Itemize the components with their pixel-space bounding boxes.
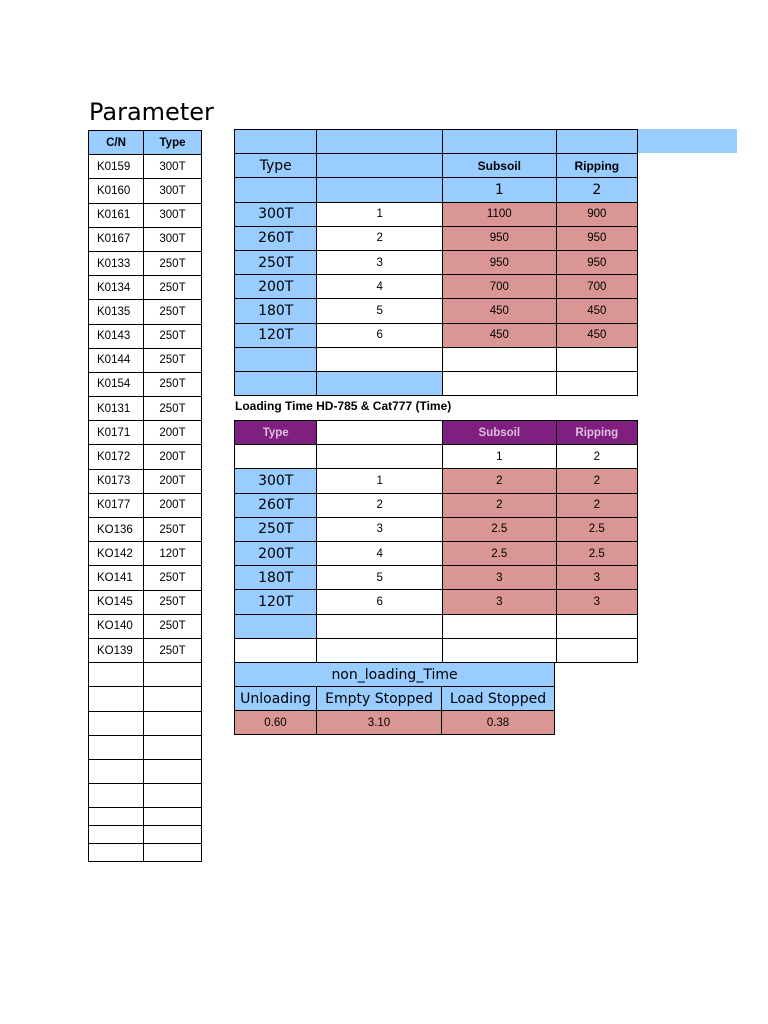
empty-cell[interactable] <box>317 614 443 638</box>
table-row <box>235 226 638 250</box>
empty-cell[interactable] <box>89 711 144 735</box>
ripping-cell[interactable]: 700 <box>556 275 637 299</box>
empty-cell[interactable] <box>89 826 144 844</box>
table-row <box>89 324 202 348</box>
cn-cell[interactable]: K0143 <box>89 324 144 348</box>
empty-row <box>89 735 202 759</box>
subsoil-cell[interactable]: 1100 <box>443 202 557 226</box>
cn-cell[interactable]: K0144 <box>89 348 144 372</box>
index-cell[interactable]: 3 <box>317 250 443 274</box>
empty-cell[interactable] <box>556 638 637 662</box>
table-row <box>89 542 202 566</box>
loading-time-table <box>234 420 638 663</box>
table-row <box>235 469 638 493</box>
cn-cell[interactable]: K0131 <box>89 397 144 421</box>
type-cell[interactable]: 200T <box>235 541 317 565</box>
type-cell[interactable]: 200T <box>144 469 202 493</box>
subsoil-number[interactable]: 1 <box>443 178 557 202</box>
table-row <box>89 179 202 203</box>
blank-cell[interactable] <box>556 130 637 154</box>
type-cell[interactable]: 300T <box>144 203 202 227</box>
column-number-row <box>235 178 638 202</box>
table-row <box>89 469 202 493</box>
blank-cell[interactable] <box>235 178 317 202</box>
empty-cell[interactable] <box>235 371 317 395</box>
blank-cell[interactable] <box>317 154 443 178</box>
blank-cell[interactable] <box>317 421 443 445</box>
type-cell[interactable]: 300T <box>144 155 202 179</box>
subsoil-cell[interactable]: 950 <box>443 250 557 274</box>
header-row <box>235 421 638 445</box>
page-title: Parameter <box>89 98 214 126</box>
blank-cell[interactable] <box>317 178 443 202</box>
table-row <box>89 421 202 445</box>
table-row <box>235 566 638 590</box>
table-row <box>89 227 202 251</box>
cn-cell[interactable]: K0171 <box>89 421 144 445</box>
empty-cell[interactable] <box>556 614 637 638</box>
type-cell[interactable]: 120T <box>144 542 202 566</box>
cn-cell[interactable]: K0177 <box>89 493 144 517</box>
empty-stopped-header[interactable]: Empty Stopped <box>317 687 442 711</box>
index-cell[interactable]: 4 <box>317 541 443 565</box>
ripping-number[interactable]: 2 <box>556 178 637 202</box>
empty-cell[interactable] <box>89 784 144 808</box>
subsoil-cell[interactable]: 2 <box>443 469 557 493</box>
empty-cell[interactable] <box>89 759 144 783</box>
ripping-cell[interactable]: 2.5 <box>556 541 637 565</box>
empty-cell[interactable] <box>144 784 202 808</box>
blank-cell[interactable] <box>317 130 443 154</box>
index-cell[interactable]: 5 <box>317 566 443 590</box>
type-cell[interactable]: 250T <box>144 590 202 614</box>
ripping-cell[interactable]: 2.5 <box>556 517 637 541</box>
unloading-header[interactable]: Unloading <box>235 687 317 711</box>
non-loading-time-table <box>234 662 555 735</box>
ripping-cell[interactable]: 3 <box>556 566 637 590</box>
index-cell[interactable]: 2 <box>317 226 443 250</box>
empty-row <box>235 347 638 371</box>
ripping-cell[interactable]: 2 <box>556 493 637 517</box>
ripping-header[interactable]: Ripping <box>556 154 637 178</box>
ripping-number[interactable]: 2 <box>556 445 637 469</box>
subsoil-cell[interactable]: 2 <box>443 493 557 517</box>
empty-row <box>89 808 202 826</box>
empty-row <box>89 711 202 735</box>
table-row <box>235 202 638 226</box>
empty-cell[interactable] <box>144 735 202 759</box>
header-row <box>235 154 638 178</box>
empty-cell[interactable] <box>89 844 144 862</box>
title-row <box>235 663 555 687</box>
subsoil-cell[interactable]: 2.5 <box>443 541 557 565</box>
cn-cell[interactable]: K0160 <box>89 179 144 203</box>
cn-cell[interactable]: K0172 <box>89 445 144 469</box>
table-row <box>235 541 638 565</box>
subsoil-cell[interactable]: 2.5 <box>443 517 557 541</box>
header-row <box>235 687 555 711</box>
index-cell[interactable]: 1 <box>317 469 443 493</box>
table-row <box>89 493 202 517</box>
cn-cell[interactable]: K0161 <box>89 203 144 227</box>
type-cell[interactable]: 250T <box>144 518 202 542</box>
subsoil-number[interactable]: 1 <box>443 445 557 469</box>
type-header[interactable]: Type <box>235 421 317 445</box>
table-row <box>89 276 202 300</box>
empty-cell[interactable] <box>144 759 202 783</box>
type-cell[interactable]: 250T <box>144 372 202 396</box>
type-cell[interactable]: 200T <box>144 421 202 445</box>
type-header[interactable]: Type <box>144 131 202 155</box>
type-cell[interactable]: 200T <box>144 445 202 469</box>
non-loading-time-title[interactable]: non_loading_Time <box>235 663 555 687</box>
table-row <box>89 203 202 227</box>
type-cell[interactable]: 250T <box>144 397 202 421</box>
type-header[interactable]: Type <box>235 154 317 178</box>
empty-row <box>235 371 638 395</box>
table-row <box>89 155 202 179</box>
empty-cell[interactable] <box>144 663 202 687</box>
blank-header-row <box>235 130 638 154</box>
table-row <box>89 638 202 662</box>
type-cell[interactable]: 180T <box>235 299 317 323</box>
cn-cell[interactable]: KO145 <box>89 590 144 614</box>
table-row <box>89 397 202 421</box>
cn-cell[interactable]: KO136 <box>89 518 144 542</box>
type-cell[interactable]: 180T <box>235 566 317 590</box>
empty-stopped-value[interactable]: 3.10 <box>317 711 442 735</box>
index-cell[interactable]: 6 <box>317 323 443 347</box>
cn-cell[interactable]: KO142 <box>89 542 144 566</box>
cn-cell[interactable]: KO140 <box>89 614 144 638</box>
type-cell[interactable]: 250T <box>144 638 202 662</box>
subsoil-header[interactable]: Subsoil <box>443 421 557 445</box>
table-row <box>89 518 202 542</box>
table-row <box>235 323 638 347</box>
ripping-cell[interactable]: 2 <box>556 469 637 493</box>
empty-cell[interactable] <box>317 638 443 662</box>
cn-cell[interactable]: K0159 <box>89 155 144 179</box>
empty-cell[interactable] <box>443 638 557 662</box>
empty-cell[interactable] <box>235 614 317 638</box>
cn-header-row <box>89 131 202 155</box>
ripping-header[interactable]: Ripping <box>556 421 637 445</box>
table-row <box>89 251 202 275</box>
type-cell[interactable]: 250T <box>144 348 202 372</box>
type-cell[interactable]: 250T <box>144 300 202 324</box>
type-cell[interactable]: 300T <box>235 202 317 226</box>
type-cell[interactable]: 200T <box>144 493 202 517</box>
type-cell[interactable]: 250T <box>235 517 317 541</box>
ripping-cell[interactable]: 450 <box>556 323 637 347</box>
table-row <box>235 250 638 274</box>
empty-row <box>89 759 202 783</box>
index-cell[interactable]: 5 <box>317 299 443 323</box>
subsoil-header[interactable]: Subsoil <box>443 154 557 178</box>
index-cell[interactable]: 6 <box>317 590 443 614</box>
index-cell[interactable]: 4 <box>317 275 443 299</box>
ripping-cell[interactable]: 900 <box>556 202 637 226</box>
type-cell[interactable]: 250T <box>144 614 202 638</box>
unloading-value[interactable]: 0.60 <box>235 711 317 735</box>
empty-row <box>235 614 638 638</box>
type-cell[interactable]: 300T <box>235 469 317 493</box>
blank-cell[interactable] <box>317 445 443 469</box>
cn-cell[interactable]: K0133 <box>89 251 144 275</box>
type-cell[interactable]: 120T <box>235 590 317 614</box>
empty-row <box>235 638 638 662</box>
empty-cell[interactable] <box>144 844 202 862</box>
empty-row <box>89 687 202 711</box>
cn-cell[interactable]: K0134 <box>89 276 144 300</box>
subsoil-cell[interactable]: 700 <box>443 275 557 299</box>
index-cell[interactable]: 1 <box>317 202 443 226</box>
load-stopped-header[interactable]: Load Stopped <box>442 687 555 711</box>
ripping-cell[interactable]: 450 <box>556 299 637 323</box>
empty-cell[interactable] <box>144 687 202 711</box>
empty-cell[interactable] <box>443 614 557 638</box>
type-cell[interactable]: 250T <box>144 251 202 275</box>
cn-cell[interactable]: KO141 <box>89 566 144 590</box>
table-row <box>89 590 202 614</box>
cn-header[interactable]: C/N <box>89 131 144 155</box>
table-row <box>89 348 202 372</box>
ripping-cell[interactable]: 950 <box>556 250 637 274</box>
subsoil-cell[interactable]: 450 <box>443 323 557 347</box>
table-row <box>235 275 638 299</box>
cn-cell[interactable]: K0167 <box>89 227 144 251</box>
ripping-cell[interactable]: 950 <box>556 226 637 250</box>
cn-cell[interactable]: K0154 <box>89 372 144 396</box>
type-cell[interactable]: 250T <box>144 324 202 348</box>
empty-cell[interactable] <box>89 687 144 711</box>
subsoil-cell[interactable]: 450 <box>443 299 557 323</box>
empty-cell[interactable] <box>89 663 144 687</box>
table-row <box>89 445 202 469</box>
table-row <box>235 590 638 614</box>
index-cell[interactable]: 2 <box>317 493 443 517</box>
empty-cell[interactable] <box>556 371 637 395</box>
blank-cell[interactable] <box>235 445 317 469</box>
empty-cell[interactable] <box>144 711 202 735</box>
type-cell[interactable]: 260T <box>235 493 317 517</box>
empty-cell[interactable] <box>443 347 557 371</box>
empty-cell[interactable] <box>144 808 202 826</box>
table-row <box>235 517 638 541</box>
cn-cell[interactable]: KO139 <box>89 638 144 662</box>
empty-cell[interactable] <box>556 347 637 371</box>
header-overhang <box>638 129 737 153</box>
type-cell[interactable]: 260T <box>235 226 317 250</box>
cn-cell[interactable]: K0173 <box>89 469 144 493</box>
value-row <box>235 711 555 735</box>
load-stopped-value[interactable]: 0.38 <box>442 711 555 735</box>
table-row <box>89 300 202 324</box>
type-rate-table <box>234 129 638 396</box>
table-row <box>235 299 638 323</box>
blank-cell[interactable] <box>443 130 557 154</box>
table-row <box>89 372 202 396</box>
index-cell[interactable]: 3 <box>317 517 443 541</box>
cn-cell[interactable]: K0135 <box>89 300 144 324</box>
empty-cell[interactable] <box>235 638 317 662</box>
empty-cell[interactable] <box>443 371 557 395</box>
cn-type-table <box>88 130 202 862</box>
table-row <box>89 566 202 590</box>
empty-cell[interactable] <box>317 371 443 395</box>
subsoil-cell[interactable]: 950 <box>443 226 557 250</box>
table-row <box>89 614 202 638</box>
loading-time-title: Loading Time HD-785 & Cat777 (Time) <box>235 399 452 413</box>
ripping-cell[interactable]: 3 <box>556 590 637 614</box>
type-cell[interactable]: 300T <box>144 179 202 203</box>
type-cell[interactable]: 120T <box>235 323 317 347</box>
type-cell[interactable]: 250T <box>144 276 202 300</box>
empty-row <box>89 784 202 808</box>
empty-cell[interactable] <box>89 735 144 759</box>
type-cell[interactable]: 250T <box>144 566 202 590</box>
empty-cell[interactable] <box>144 826 202 844</box>
type-cell[interactable]: 250T <box>235 250 317 274</box>
subsoil-cell[interactable]: 3 <box>443 566 557 590</box>
table-row <box>235 493 638 517</box>
blank-cell[interactable] <box>235 130 317 154</box>
type-cell[interactable]: 200T <box>235 275 317 299</box>
empty-cell[interactable] <box>89 808 144 826</box>
empty-row <box>89 663 202 687</box>
type-cell[interactable]: 300T <box>144 227 202 251</box>
empty-row <box>89 844 202 862</box>
empty-cell[interactable] <box>317 347 443 371</box>
empty-cell[interactable] <box>235 347 317 371</box>
column-number-row <box>235 445 638 469</box>
empty-row <box>89 826 202 844</box>
subsoil-cell[interactable]: 3 <box>443 590 557 614</box>
